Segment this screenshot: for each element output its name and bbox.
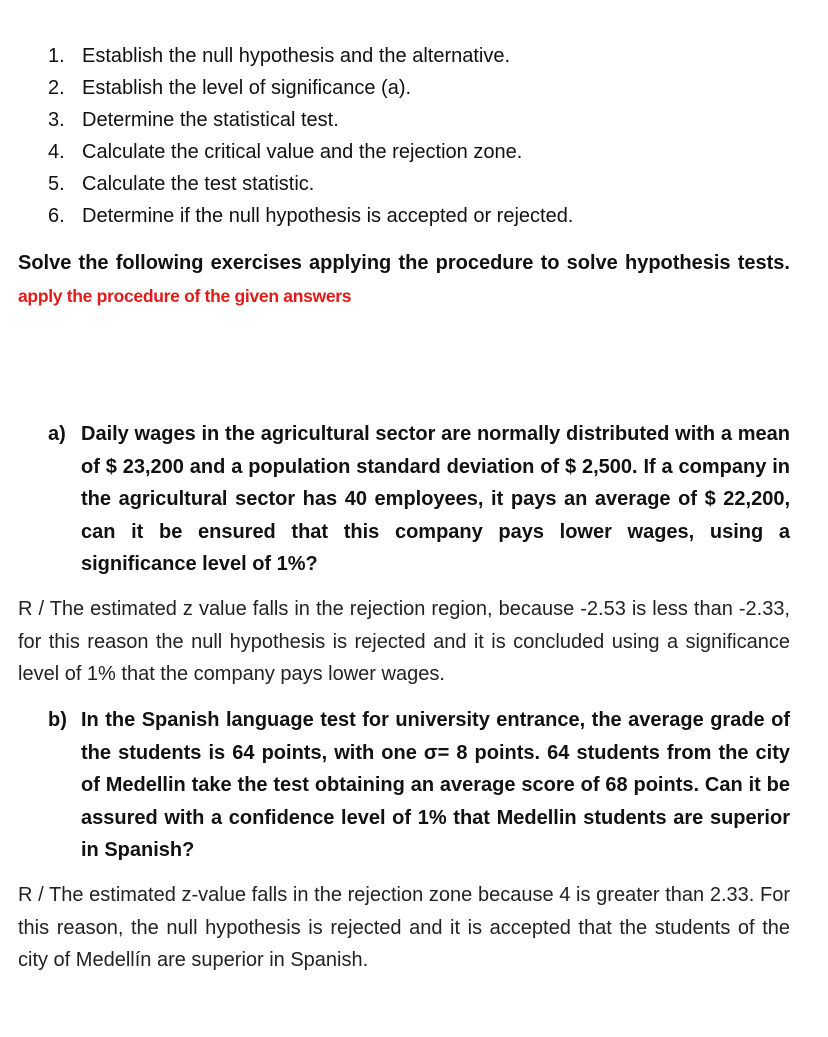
exercise-question: Daily wages in the agricultural sector are normally distributed with a mean of $ 23,200 and a population standard deviation of $ 2,500. If a company in the agricultural sector has 40 employees, it pays an average of $ 22,200, can it be ensured that this company pays lower wages, using a significance level of 1%? xyxy=(81,423,790,575)
step-text: Establish the null hypothesis and the alternative. xyxy=(82,45,511,67)
step-item xyxy=(48,104,573,136)
step-number: 5. xyxy=(48,173,65,195)
step-item xyxy=(48,40,573,72)
exercise-b-answer: R / The estimated z-value falls in the rejection zone because 4 is greater than 2.33. For this reason, the null hypothesis is rejected and it is accepted that the students of the city of Medellín are superior in Spanish. xyxy=(18,884,790,971)
step-text: Calculate the critical value and the rejection zone. xyxy=(82,141,523,163)
exercise-label: b) xyxy=(48,709,67,731)
step-item xyxy=(48,136,573,168)
step-number: 4. xyxy=(48,141,65,163)
step-number: 2. xyxy=(48,77,65,99)
step-text: Calculate the test statistic. xyxy=(82,173,315,195)
instructions-text: Solve the following exercises applying the procedure to solve hypothesis tests. xyxy=(18,252,790,274)
step-number: 3. xyxy=(48,109,65,131)
step-text: Determine if the null hypothesis is accepted or rejected. xyxy=(82,205,574,227)
step-text: Establish the level of significance (a). xyxy=(82,77,412,99)
exercise-a-answer: R / The estimated z value falls in the rejection region, because -2.53 is less than -2.33, for this reason the null hypothesis is rejected and it is concluded using a significance level of 1% that the company pays lower wages. xyxy=(18,598,790,685)
procedure-steps xyxy=(48,40,573,232)
exercise-b xyxy=(48,704,790,867)
step-text: Determine the statistical test. xyxy=(82,109,339,131)
step-number: 1. xyxy=(48,45,65,67)
step-item xyxy=(48,168,573,200)
exercise-question: In the Spanish language test for university entrance, the average grade of the students is 64 points, with one σ= 8 points. 64 students from the city of Medellin take the test obtaining an average score of 68 points. Can it be assured with a confidence level of 1% that Medellin students are superior in Spanish? xyxy=(81,709,790,861)
step-number: 6. xyxy=(48,205,65,227)
instructions xyxy=(18,247,790,313)
step-item xyxy=(48,72,573,104)
exercise-label: a) xyxy=(48,423,66,445)
exercise-a xyxy=(48,418,790,581)
instructions-note: apply the procedure of the given answers xyxy=(18,286,352,306)
step-item xyxy=(48,200,573,232)
